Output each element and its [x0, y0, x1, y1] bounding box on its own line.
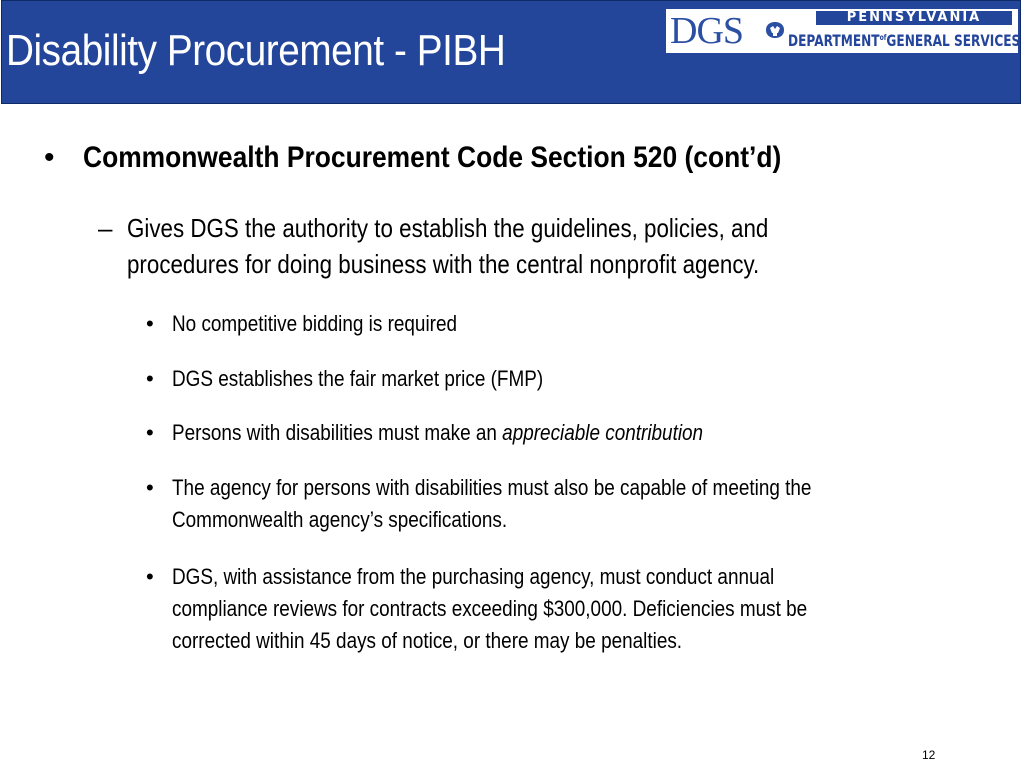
level3-item	[172, 363, 543, 395]
level3-bullet: •	[146, 564, 154, 589]
level1-heading: Commonwealth Procurement Code Section 520 (cont’d)	[83, 141, 782, 174]
level2-dash: –	[98, 213, 113, 243]
level2-text	[127, 210, 768, 282]
level3-line: Persons with disabilities must make an	[172, 420, 503, 445]
level3-line: compliance reviews for contracts exceeding $300,000. Deficiencies must be	[172, 596, 808, 621]
level3-line: DGS, with assistance from the purchasing agency, must conduct annual	[172, 564, 775, 589]
level3-bullet: •	[146, 475, 154, 500]
level3-line: No competitive bidding is required	[172, 311, 458, 336]
level3-item	[172, 561, 807, 657]
level3-line: Commonwealth agency’s specifications.	[172, 507, 508, 532]
logo-department-word: DEPARTMENT	[788, 31, 880, 50]
level3-item	[172, 472, 811, 536]
level1-bullet: •	[44, 141, 55, 174]
page-number: 12	[922, 748, 936, 762]
level3-bullet: •	[146, 420, 154, 445]
level2-line: procedures for doing business with the central nonprofit agency.	[127, 249, 760, 279]
logo-mark: DGS	[670, 10, 744, 52]
level3-item	[172, 417, 703, 449]
logo-state-banner: PENNSYLVANIA	[816, 11, 1012, 25]
level3-item	[172, 308, 457, 340]
logo-of-word: of	[879, 33, 887, 42]
level3-bullet: •	[146, 311, 154, 336]
logo-services-word: GENERAL SERVICES	[886, 31, 1021, 50]
level3-line: DGS establishes the fair market price (FMP)	[172, 366, 544, 391]
level3-line: The agency for persons with disabilities must also be capable of meeting the	[172, 475, 812, 500]
level3-line: corrected within 45 days of notice, or there may be penalties.	[172, 628, 683, 653]
level3-emphasis: appreciable contribution	[502, 420, 704, 445]
level3-bullet: •	[146, 366, 154, 391]
level2-line: Gives DGS the authority to establish the guidelines, policies, and	[127, 213, 769, 243]
slide-title: Disability Procurement - PIBH	[6, 26, 506, 75]
